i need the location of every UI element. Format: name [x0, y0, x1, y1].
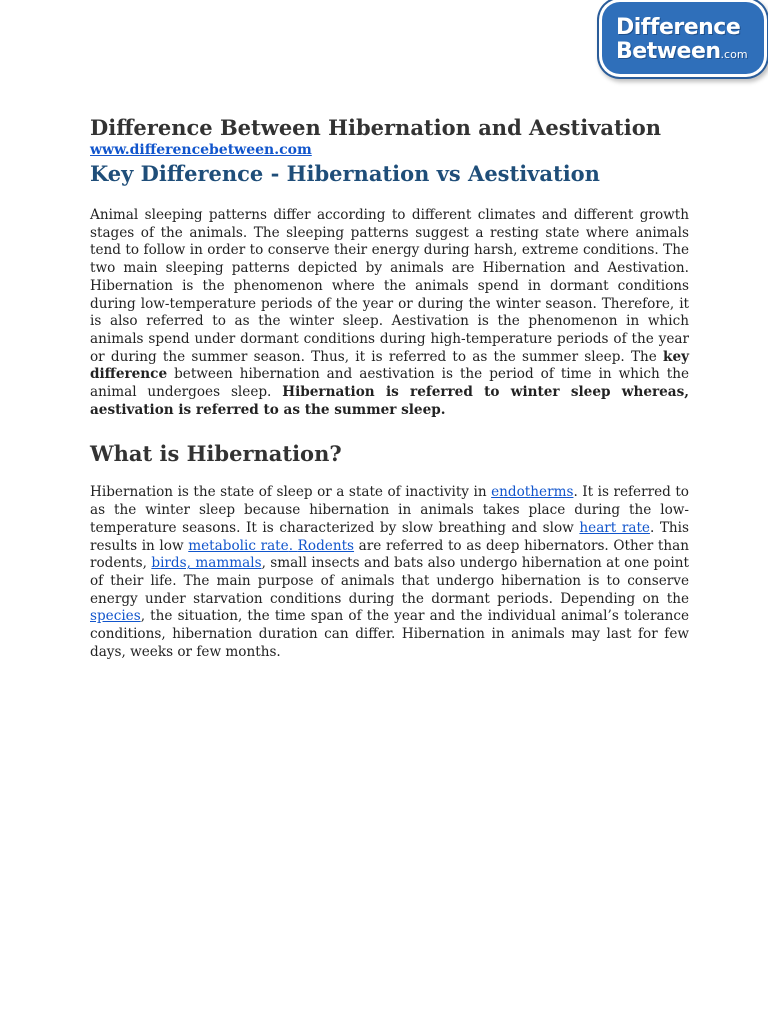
- link-birds-mammals[interactable]: birds, mammals: [151, 555, 262, 572]
- hib-text-6: , small insects and bats also undergo hibernation at one point of their life. The main purpose of animals that undergo hibernation is to conserve energy under starvation conditions during the dormant periods. Depending on the: [90, 555, 689, 607]
- link-endotherms[interactable]: endotherms: [491, 484, 574, 501]
- logo-line-2-word: Between: [616, 39, 721, 64]
- intro-bold-key-difference: key difference: [90, 348, 689, 383]
- hib-text-3: . This results in low: [90, 519, 690, 554]
- section-heading: What is Hibernation?: [90, 441, 342, 467]
- article: [90, 114, 689, 661]
- hibernation-paragraph: [90, 484, 689, 661]
- site-link[interactable]: www.differencebetween.com: [90, 142, 312, 158]
- key-difference-heading: Key Difference - Hibernation vs Aestivation: [90, 161, 600, 186]
- link-species[interactable]: species: [90, 608, 141, 625]
- site-logo[interactable]: [602, 2, 764, 74]
- link-rodents[interactable]: Rodents: [297, 537, 355, 554]
- hib-text-2: . It is referred to as the winter sleep because hibernation in animals takes place during the low-temperature seasons. It is characterized by slow breathing and slow: [90, 484, 689, 536]
- intro-text-1: Animal sleeping patterns differ according to different climates and different growth stages of the animals. The sleeping patterns suggest a resting state where animals tend to follow in order to conserve their energy during harsh, extreme conditions. The two main sleeping patterns depicted by animals are Hibernation and Aestivation. Hibernation is the phenomenon where the animals spend in dormant conditions during low-temperature periods of the year or during the winter season. Therefore, it is also referred to as the winter sleep. Aestivation is the phenomenon in which animals spend under dormant conditions during high-temperature periods of the year or during the summer season. Thus, it is referred to as the summer sleep. The: [90, 207, 689, 365]
- link-metabolic-rate[interactable]: metabolic rate: [188, 537, 289, 554]
- hib-text-1: Hibernation is the state of sleep or a state of inactivity in: [90, 484, 492, 501]
- page-title: Difference Between Hibernation and Aestivation: [90, 115, 661, 140]
- logo-suffix: .com: [720, 48, 748, 61]
- intro-text-2: between hibernation and aestivation is the period of time in which the animal undergoes sleep.: [90, 366, 689, 401]
- link-heart-rate[interactable]: heart rate: [579, 519, 650, 536]
- intro-paragraph: [90, 207, 689, 419]
- link-separator[interactable]: .: [288, 537, 298, 554]
- logo-line-2: [616, 40, 748, 67]
- logo-line-1: Difference: [616, 15, 741, 40]
- intro-bold-summary: Hibernation is referred to winter sleep whereas, aestivation is referred to as the summer sleep.: [90, 384, 689, 418]
- hib-text-5: are referred to as deep hibernators. Other than rodents,: [90, 537, 689, 572]
- hib-text-7: , the situation, the time span of the year and the individual animal’s tolerance conditions, hibernation duration can differ. Hibernation in animals may last for few days, weeks or few months.: [90, 608, 689, 660]
